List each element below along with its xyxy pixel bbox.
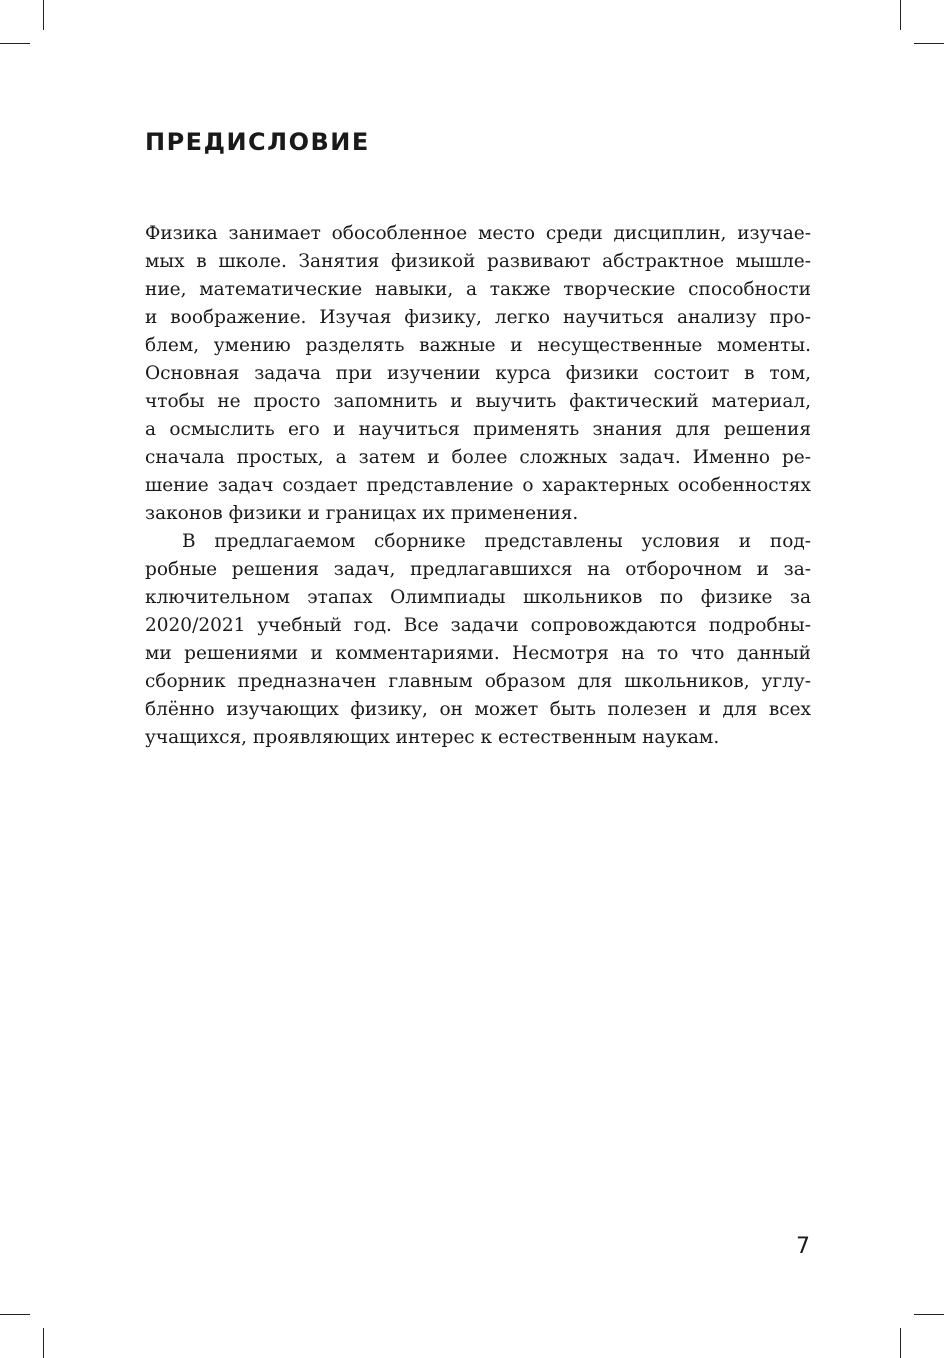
text-line: мых в школе. Занятия физикой развивают абстрактное мышле- bbox=[145, 251, 811, 272]
crop-mark bbox=[900, 0, 901, 30]
text-line: ключительном этапах Олимпиады школьников по физике за bbox=[145, 587, 811, 608]
crop-mark bbox=[43, 0, 44, 30]
text-line: и воображение. Изучая физику, легко научиться анализу про- bbox=[145, 307, 811, 328]
text-line: ми решениями и комментариями. Несмотря на то что данный bbox=[145, 643, 811, 664]
paragraph bbox=[145, 220, 811, 528]
text-line: блем, умению разделять важные и несущественные моменты. bbox=[145, 335, 811, 356]
paragraph bbox=[145, 528, 811, 752]
page-title: ПРЕДИСЛОВИЕ bbox=[145, 128, 370, 156]
preface-body bbox=[145, 220, 811, 752]
text-line: В предлагаемом сборнике представлены условия и под- bbox=[182, 531, 811, 552]
text-line: робные решения задач, предлагавшихся на отборочном и за- bbox=[145, 559, 811, 580]
crop-mark bbox=[900, 1328, 901, 1358]
crop-mark bbox=[0, 1314, 30, 1315]
text-line: сборник предназначен главным образом для школьников, углу- bbox=[145, 671, 811, 692]
text-line: шение задач создает представление о характерных особенностях bbox=[145, 475, 811, 496]
text-line: чтобы не просто запомнить и выучить фактический материал, bbox=[145, 391, 811, 412]
crop-mark bbox=[0, 43, 30, 44]
text-line: учащихся, проявляющих интерес к естественным наукам. bbox=[145, 727, 720, 748]
text-line: Основная задача при изучении курса физики состоит в том, bbox=[145, 363, 811, 384]
crop-mark bbox=[43, 1328, 44, 1358]
text-line: законов физики и границах их применения. bbox=[145, 503, 579, 524]
page-number: 7 bbox=[796, 1234, 810, 1259]
text-line: сначала простых, а затем и более сложных задач. Именно ре- bbox=[145, 447, 811, 468]
text-line: а осмыслить его и научиться применять знания для решения bbox=[145, 419, 811, 440]
text-line: 2020/2021 учебный год. Все задачи сопровождаются подробны- bbox=[145, 615, 811, 636]
crop-mark bbox=[914, 43, 944, 44]
crop-mark bbox=[914, 1314, 944, 1315]
text-line: ние, математические навыки, а также творческие способности bbox=[145, 279, 811, 300]
text-line: блённо изучающих физику, он может быть полезен и для всех bbox=[145, 699, 811, 720]
text-line: Физика занимает обособленное место среди дисциплин, изучае- bbox=[145, 223, 811, 244]
